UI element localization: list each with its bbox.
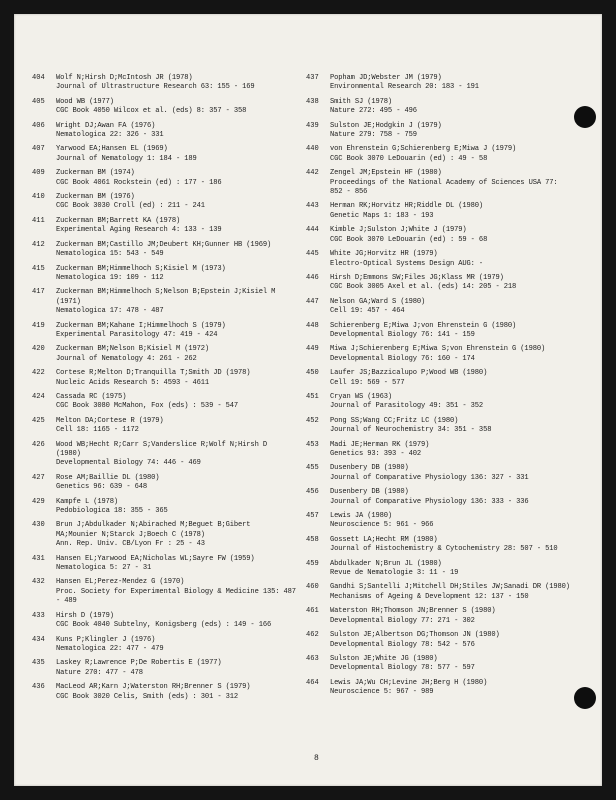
reference-number: 433 bbox=[32, 611, 45, 620]
reference-entry bbox=[32, 193, 270, 212]
reference-text bbox=[330, 417, 576, 436]
reference-source: Neuroscience 5: 967 - 989 bbox=[330, 688, 434, 697]
reference-number: 446 bbox=[306, 273, 319, 282]
reference-source: Nature 270: 477 - 478 bbox=[56, 668, 143, 677]
reference-text bbox=[330, 464, 576, 483]
reference-authors: Cryan WS (1963) bbox=[330, 392, 393, 401]
reference-text bbox=[330, 202, 576, 221]
reference-source: Mechanisms of Ageing & Development 12: 137 - 150 bbox=[330, 592, 529, 601]
reference-source: Experimental Parasitology 47: 419 - 424 bbox=[56, 330, 218, 339]
reference-entry bbox=[306, 488, 576, 507]
reference-number: 419 bbox=[32, 321, 45, 330]
binder-hole-top bbox=[574, 106, 596, 128]
reference-entry bbox=[306, 655, 576, 674]
reference-number: 411 bbox=[32, 216, 45, 225]
reference-text bbox=[56, 659, 270, 678]
reference-number: 442 bbox=[306, 169, 319, 178]
reference-authors: Kimble J;Sulston J;White J (1979) bbox=[330, 226, 467, 235]
reference-entry bbox=[32, 555, 270, 574]
reference-authors: Zuckerman BM;Himmelhoch S;Kisiel M (1973) bbox=[56, 264, 226, 273]
reference-text bbox=[56, 578, 296, 606]
reference-text bbox=[56, 498, 270, 517]
reference-authors: Cortese R;Melton D;Tranquilla T;Smith JD (1978) bbox=[56, 369, 251, 378]
reference-source: Genetic Maps 1: 183 - 193 bbox=[330, 211, 434, 220]
reference-text bbox=[330, 169, 576, 197]
reference-text bbox=[56, 217, 270, 236]
reference-entry bbox=[32, 393, 270, 412]
reference-number: 450 bbox=[306, 369, 319, 378]
reference-entry bbox=[32, 474, 270, 493]
reference-source: CGC Book 3070 LeDouarin (ed) : 59 - 68 bbox=[330, 235, 488, 244]
reference-number: 417 bbox=[32, 288, 45, 297]
reference-source: Ann. Rep. Univ. CB/Lyon Fr : 25 - 43 bbox=[56, 540, 205, 549]
reference-text bbox=[56, 417, 270, 436]
reference-source: CGC Book 4040 Subtelny, Konigsberg (eds) : 149 - 166 bbox=[56, 621, 272, 630]
reference-authors: Laufer JS;Bazzicalupo P;Wood WB (1980) bbox=[330, 369, 488, 378]
reference-number: 429 bbox=[32, 497, 45, 506]
reference-entry bbox=[306, 226, 576, 245]
reference-number: 464 bbox=[306, 678, 319, 687]
reference-number: 427 bbox=[32, 473, 45, 482]
reference-source: Developmental Biology 78: 542 - 576 bbox=[330, 640, 475, 649]
reference-authors: Gandhi S;Santelli J;Mitchell DH;Stiles JW;Sanadi DR (1980) bbox=[330, 583, 570, 592]
reference-source: CGC Book 4061 Rockstein (ed) : 177 - 186 bbox=[56, 178, 222, 187]
reference-text bbox=[56, 555, 270, 574]
reference-text bbox=[330, 98, 576, 117]
reference-entry bbox=[32, 521, 270, 549]
reference-number: 458 bbox=[306, 535, 319, 544]
reference-entry bbox=[32, 74, 270, 93]
reference-number: 406 bbox=[32, 121, 45, 130]
reference-entry bbox=[306, 98, 576, 117]
reference-text bbox=[56, 636, 270, 655]
reference-number: 420 bbox=[32, 345, 45, 354]
reference-authors: Nelson GA;Ward S (1980) bbox=[330, 297, 426, 306]
reference-source: Pedobiologica 18: 355 - 365 bbox=[56, 507, 168, 516]
reference-number: 405 bbox=[32, 97, 45, 106]
reference-source: Cell 18: 1165 - 1172 bbox=[56, 426, 139, 435]
reference-source: Genetics 93: 393 - 402 bbox=[330, 450, 422, 458]
reference-authors: Miwa J;Schierenberg E;Miwa S;von Ehrenstein G (1980) bbox=[330, 345, 546, 354]
reference-source: Nematologica 22: 477 - 479 bbox=[56, 644, 164, 653]
reference-source: 852 - 856 bbox=[330, 188, 368, 197]
reference-number: 455 bbox=[306, 464, 319, 473]
reference-number: 463 bbox=[306, 654, 319, 663]
reference-source: (1971) bbox=[56, 297, 81, 306]
reference-source: Cell 19: 457 - 464 bbox=[330, 307, 405, 316]
reference-number: 436 bbox=[32, 683, 45, 692]
reference-authors: Yarwood EA;Hansen EL (1969) bbox=[56, 145, 168, 154]
reference-entry bbox=[306, 441, 576, 460]
reference-authors: Madi JE;Herman RK (1979) bbox=[330, 440, 430, 449]
reference-source: Nature 279: 758 - 759 bbox=[330, 131, 417, 140]
reference-source: Proceedings of the National Academy of Sciences USA 77: bbox=[330, 178, 558, 187]
reference-number: 453 bbox=[306, 440, 319, 449]
reference-text bbox=[330, 322, 576, 341]
reference-source: Developmental Biology 76: 160 - 174 bbox=[330, 354, 475, 363]
reference-number: 440 bbox=[306, 145, 319, 154]
reference-entry bbox=[32, 636, 270, 655]
reference-source: Nature 272: 495 - 496 bbox=[330, 107, 417, 116]
reference-number: 434 bbox=[32, 635, 45, 644]
reference-authors: Cassada RC (1975) bbox=[56, 392, 127, 401]
reference-number: 410 bbox=[32, 193, 45, 202]
reference-authors: Dusenbery DB (1980) bbox=[330, 488, 409, 497]
reference-entry bbox=[306, 74, 576, 93]
reference-text bbox=[330, 369, 576, 388]
reference-source: (1980) bbox=[56, 450, 81, 458]
reference-text bbox=[330, 655, 576, 674]
reference-authors: Sulston JE;Albertson DG;Thomson JN (1980) bbox=[330, 631, 500, 640]
reference-entry bbox=[306, 512, 576, 531]
reference-authors: Zuckerman BM;Kahane I;Himmelhoch S (1979) bbox=[56, 321, 226, 330]
reference-number: 451 bbox=[306, 392, 319, 401]
reference-number: 435 bbox=[32, 659, 45, 668]
reference-number: 424 bbox=[32, 392, 45, 401]
reference-entry bbox=[306, 169, 576, 197]
reference-authors: Melton DA;Cortese R (1979) bbox=[56, 416, 164, 425]
reference-number: 444 bbox=[306, 226, 319, 235]
reference-source: Nematologica 17: 478 - 487 bbox=[56, 307, 164, 316]
reference-source: Journal of Ultrastructure Research 63: 155 - 169 bbox=[56, 83, 255, 92]
reference-text bbox=[56, 169, 270, 188]
reference-number: 438 bbox=[306, 97, 319, 106]
reference-entry bbox=[306, 122, 576, 141]
reference-entry bbox=[306, 631, 576, 650]
reference-number: 452 bbox=[306, 416, 319, 425]
reference-authors: Zuckerman BM;Castillo JM;Deubert KH;Gunner HB (1969) bbox=[56, 240, 272, 249]
reference-authors: Waterston RH;Thomson JN;Brenner S (1980) bbox=[330, 607, 496, 616]
reference-entry bbox=[32, 369, 270, 388]
reference-entry bbox=[306, 345, 576, 364]
reference-entry bbox=[306, 202, 576, 221]
reference-source: CGC Book 4050 Wilcox et al. (eds) 8: 357 - 358 bbox=[56, 107, 247, 116]
reference-number: 430 bbox=[32, 521, 45, 530]
reference-source: Journal of Histochemistry & Cytochemistry 28: 507 - 510 bbox=[330, 545, 558, 554]
reference-entry bbox=[32, 441, 270, 469]
reference-number: 409 bbox=[32, 169, 45, 178]
reference-authors: Zuckerman BM;Barrett KA (1978) bbox=[56, 216, 181, 225]
reference-entry bbox=[306, 393, 576, 412]
reference-entry bbox=[32, 683, 270, 702]
reference-entry bbox=[32, 169, 270, 188]
reference-number: 426 bbox=[32, 440, 45, 449]
reference-number: 432 bbox=[32, 578, 45, 587]
reference-entry bbox=[306, 560, 576, 579]
reference-authors: Zuckerman BM (1974) bbox=[56, 169, 135, 178]
reference-source: CGC Book 3030 Croll (ed) : 211 - 241 bbox=[56, 202, 205, 211]
reference-number: 447 bbox=[306, 297, 319, 306]
reference-authors: Rose AM;Baillie DL (1980) bbox=[56, 473, 160, 482]
reference-authors: Wood WB (1977) bbox=[56, 97, 114, 106]
reference-authors: Smith SJ (1978) bbox=[330, 97, 393, 106]
reference-source: Journal of Comparative Physiology 136: 327 - 331 bbox=[330, 473, 529, 482]
reference-authors: Dusenbery DB (1980) bbox=[330, 464, 409, 473]
reference-text bbox=[56, 322, 270, 341]
reference-authors: Herman RK;Horvitz HR;Riddle DL (1980) bbox=[330, 202, 484, 211]
reference-source: Revue de Nematologie 3: 11 - 19 bbox=[330, 569, 459, 578]
reference-text bbox=[330, 226, 576, 245]
reference-text bbox=[330, 679, 576, 698]
reference-authors: von Ehrenstein G;Schierenberg E;Miwa J (1979) bbox=[330, 145, 517, 154]
reference-entry bbox=[32, 498, 270, 517]
reference-authors: Wright DJ;Awan FA (1976) bbox=[56, 121, 156, 130]
reference-source: Developmental Biology 78: 577 - 597 bbox=[330, 664, 475, 673]
reference-entry bbox=[306, 274, 576, 293]
left-column bbox=[32, 74, 296, 707]
reference-source: Journal of Neurochemistry 34: 351 - 358 bbox=[330, 426, 492, 435]
reference-entry bbox=[306, 369, 576, 388]
reference-text bbox=[330, 560, 576, 579]
reference-authors: Zuckerman BM;Nelson B;Kisiel M (1972) bbox=[56, 345, 210, 354]
reference-source: Neuroscience 5: 961 - 966 bbox=[330, 521, 434, 530]
reference-authors: Hansen EL;Yarwood EA;Nicholas WL;Sayre FW (1959) bbox=[56, 554, 255, 563]
reference-authors: White JG;Horvitz HR (1979) bbox=[330, 250, 438, 259]
reference-source: CGC Book 3020 Celis, Smith (eds) : 301 - 312 bbox=[56, 692, 239, 701]
reference-authors: Wood WB;Hecht R;Carr S;Vanderslice R;Wolf N;Hirsh D bbox=[56, 440, 267, 449]
reference-authors: Popham JD;Webster JM (1979) bbox=[330, 74, 442, 82]
reference-source: CGC Book 3080 McMahon, Fox (eds) : 539 - 547 bbox=[56, 402, 239, 411]
binder-hole-bottom bbox=[574, 687, 596, 709]
right-column bbox=[306, 74, 576, 703]
reference-entry bbox=[32, 659, 270, 678]
reference-source: Nucleic Acids Research 5: 4593 - 4611 bbox=[56, 378, 210, 387]
reference-authors: Brun J;Abdulkader N;Abirached M;Beguet B;Gibert bbox=[56, 521, 251, 530]
reference-source: CGC Book 3005 Axel et al. (eds) 14: 205 - 218 bbox=[330, 283, 517, 292]
reference-entry bbox=[32, 345, 270, 364]
reference-source: CGC Book 3070 LeDouarin (ed) : 49 - 58 bbox=[330, 154, 488, 163]
reference-authors: Kuns P;Klingler J (1976) bbox=[56, 635, 156, 644]
reference-number: 443 bbox=[306, 202, 319, 211]
reference-entry bbox=[306, 536, 576, 555]
reference-source: Cell 19: 569 - 577 bbox=[330, 378, 405, 387]
reference-authors: Hansen EL;Perez-Mendez G (1970) bbox=[56, 578, 185, 587]
reference-entry bbox=[306, 298, 576, 317]
reference-text bbox=[330, 122, 576, 141]
reference-text bbox=[330, 274, 576, 293]
reference-source: Environmental Research 20: 183 - 191 bbox=[330, 83, 479, 92]
reference-entry bbox=[306, 145, 576, 164]
reference-text bbox=[56, 683, 270, 702]
reference-number: 425 bbox=[32, 416, 45, 425]
reference-number: 448 bbox=[306, 321, 319, 330]
reference-entry bbox=[306, 583, 576, 602]
reference-number: 422 bbox=[32, 369, 45, 378]
reference-entry bbox=[32, 241, 270, 260]
reference-authors: Kampfe L (1978) bbox=[56, 497, 119, 506]
reference-source: Developmental Biology 77: 271 - 302 bbox=[330, 616, 475, 625]
reference-source: Journal of Nematology 1: 184 - 189 bbox=[56, 154, 197, 163]
reference-authors: Hirsh D (1979) bbox=[56, 611, 114, 620]
reference-source: Journal of Nematology 4: 261 - 262 bbox=[56, 354, 197, 363]
reference-authors: Sulston JE;White JG (1980) bbox=[330, 654, 438, 663]
reference-text bbox=[56, 345, 270, 364]
reference-text bbox=[330, 393, 576, 412]
reference-entry bbox=[32, 145, 270, 164]
reference-text bbox=[330, 250, 576, 269]
reference-authors: Zuckerman BM;Himmelhoch S;Nelson B;Epstein J;Kisiel M bbox=[56, 288, 276, 297]
reference-source: Genetics 96: 639 - 648 bbox=[56, 483, 148, 492]
reference-text bbox=[56, 393, 270, 412]
reference-entry bbox=[306, 250, 576, 269]
reference-authors: Zuckerman BM (1976) bbox=[56, 193, 135, 202]
reference-entry bbox=[32, 288, 276, 316]
reference-entry bbox=[32, 98, 270, 117]
reference-text bbox=[330, 583, 576, 602]
reference-authors: MacLeod AR;Karn J;Waterston RH;Brenner S (1979) bbox=[56, 683, 251, 692]
reference-text bbox=[56, 369, 270, 388]
reference-text bbox=[330, 441, 576, 460]
reference-number: 460 bbox=[306, 583, 319, 592]
reference-source: Developmental Biology 76: 141 - 159 bbox=[330, 330, 475, 339]
reference-entry bbox=[32, 578, 296, 606]
reference-entry bbox=[306, 607, 576, 626]
reference-number: 461 bbox=[306, 607, 319, 616]
reference-source: Proc. Society for Experimental Biology & Medicine 135: 487 bbox=[56, 587, 296, 596]
reference-text bbox=[56, 441, 270, 469]
reference-source: - 489 bbox=[56, 597, 77, 606]
reference-source: Nematologica 15: 543 - 549 bbox=[56, 250, 164, 259]
reference-number: 456 bbox=[306, 488, 319, 497]
reference-number: 449 bbox=[306, 345, 319, 354]
reference-number: 439 bbox=[306, 121, 319, 130]
document-page bbox=[14, 14, 602, 786]
reference-authors: Wolf N;Hirsh D;McIntosh JR (1978) bbox=[56, 74, 193, 82]
reference-entry bbox=[32, 265, 270, 284]
reference-source: Journal of Comparative Physiology 136: 333 - 336 bbox=[330, 497, 529, 506]
reference-text bbox=[56, 241, 271, 260]
reference-text bbox=[330, 631, 576, 650]
reference-number: 459 bbox=[306, 559, 319, 568]
reference-authors: Abdulkader N;Brun JL (1980) bbox=[330, 559, 442, 568]
reference-authors: Sulston JE;Hodgkin J (1979) bbox=[330, 121, 442, 130]
reference-authors: Hirsh D;Emmons SW;Files JG;Klass MR (1979) bbox=[330, 273, 504, 282]
reference-number: 404 bbox=[32, 74, 45, 82]
reference-entry bbox=[32, 322, 270, 341]
reference-source: Experimental Aging Research 4: 133 - 139 bbox=[56, 226, 222, 235]
reference-text bbox=[330, 607, 576, 626]
reference-number: 431 bbox=[32, 554, 45, 563]
reference-number: 437 bbox=[306, 74, 319, 82]
reference-entry bbox=[32, 122, 270, 141]
reference-text bbox=[56, 474, 270, 493]
page-number: 8 bbox=[314, 754, 319, 763]
reference-text bbox=[56, 74, 270, 93]
reference-text bbox=[330, 145, 576, 164]
reference-text bbox=[56, 265, 270, 284]
reference-entry bbox=[32, 612, 270, 631]
reference-text bbox=[56, 98, 270, 117]
reference-text bbox=[330, 74, 576, 93]
reference-source: Nematologica 22: 326 - 331 bbox=[56, 131, 164, 140]
reference-text bbox=[330, 512, 576, 531]
reference-source: MA;Mounier N;Starck J;Boech C (1978) bbox=[56, 530, 205, 539]
reference-text bbox=[56, 288, 275, 316]
reference-entry bbox=[306, 417, 576, 436]
reference-authors: Pong SS;Wang CC;Fritz LC (1980) bbox=[330, 416, 459, 425]
reference-text bbox=[56, 612, 271, 631]
reference-source: Nematologica 19: 109 - 112 bbox=[56, 273, 164, 282]
reference-authors: Gossett LA;Hecht RM (1980) bbox=[330, 535, 438, 544]
reference-number: 462 bbox=[306, 631, 319, 640]
reference-text bbox=[330, 345, 576, 364]
reference-text bbox=[56, 122, 270, 141]
reference-text bbox=[56, 521, 270, 549]
reference-source: Developmental Biology 74: 446 - 469 bbox=[56, 459, 201, 468]
reference-source: Electro-Optical Systems Design AUG: - bbox=[330, 259, 484, 268]
reference-source: Nematologica 5: 27 - 31 bbox=[56, 564, 152, 573]
reference-number: 407 bbox=[32, 145, 45, 154]
reference-text bbox=[56, 193, 270, 212]
reference-number: 415 bbox=[32, 264, 45, 273]
reference-text bbox=[330, 298, 576, 317]
reference-entry bbox=[306, 322, 576, 341]
reference-authors: Lewis JA (1980) bbox=[330, 512, 393, 521]
reference-authors: Lewis JA;Wu CH;Levine JH;Berg H (1980) bbox=[330, 678, 488, 687]
reference-entry bbox=[306, 679, 576, 698]
reference-text bbox=[330, 488, 576, 507]
reference-text bbox=[330, 536, 576, 555]
reference-entry bbox=[32, 417, 270, 436]
reference-number: 412 bbox=[32, 240, 45, 249]
reference-number: 457 bbox=[306, 512, 319, 521]
reference-entry bbox=[306, 464, 576, 483]
reference-text bbox=[56, 145, 270, 164]
reference-source: Journal of Parasitology 49: 351 - 352 bbox=[330, 402, 484, 411]
reference-entry bbox=[32, 217, 270, 236]
reference-authors: Schierenberg E;Miwa J;von Ehrenstein G (1980) bbox=[330, 321, 517, 330]
reference-authors: Zengel JM;Epstein HF (1980) bbox=[330, 169, 442, 178]
reference-number: 445 bbox=[306, 250, 319, 259]
reference-authors: Laskey R;Lawrence P;De Robertis E (1977) bbox=[56, 659, 222, 668]
